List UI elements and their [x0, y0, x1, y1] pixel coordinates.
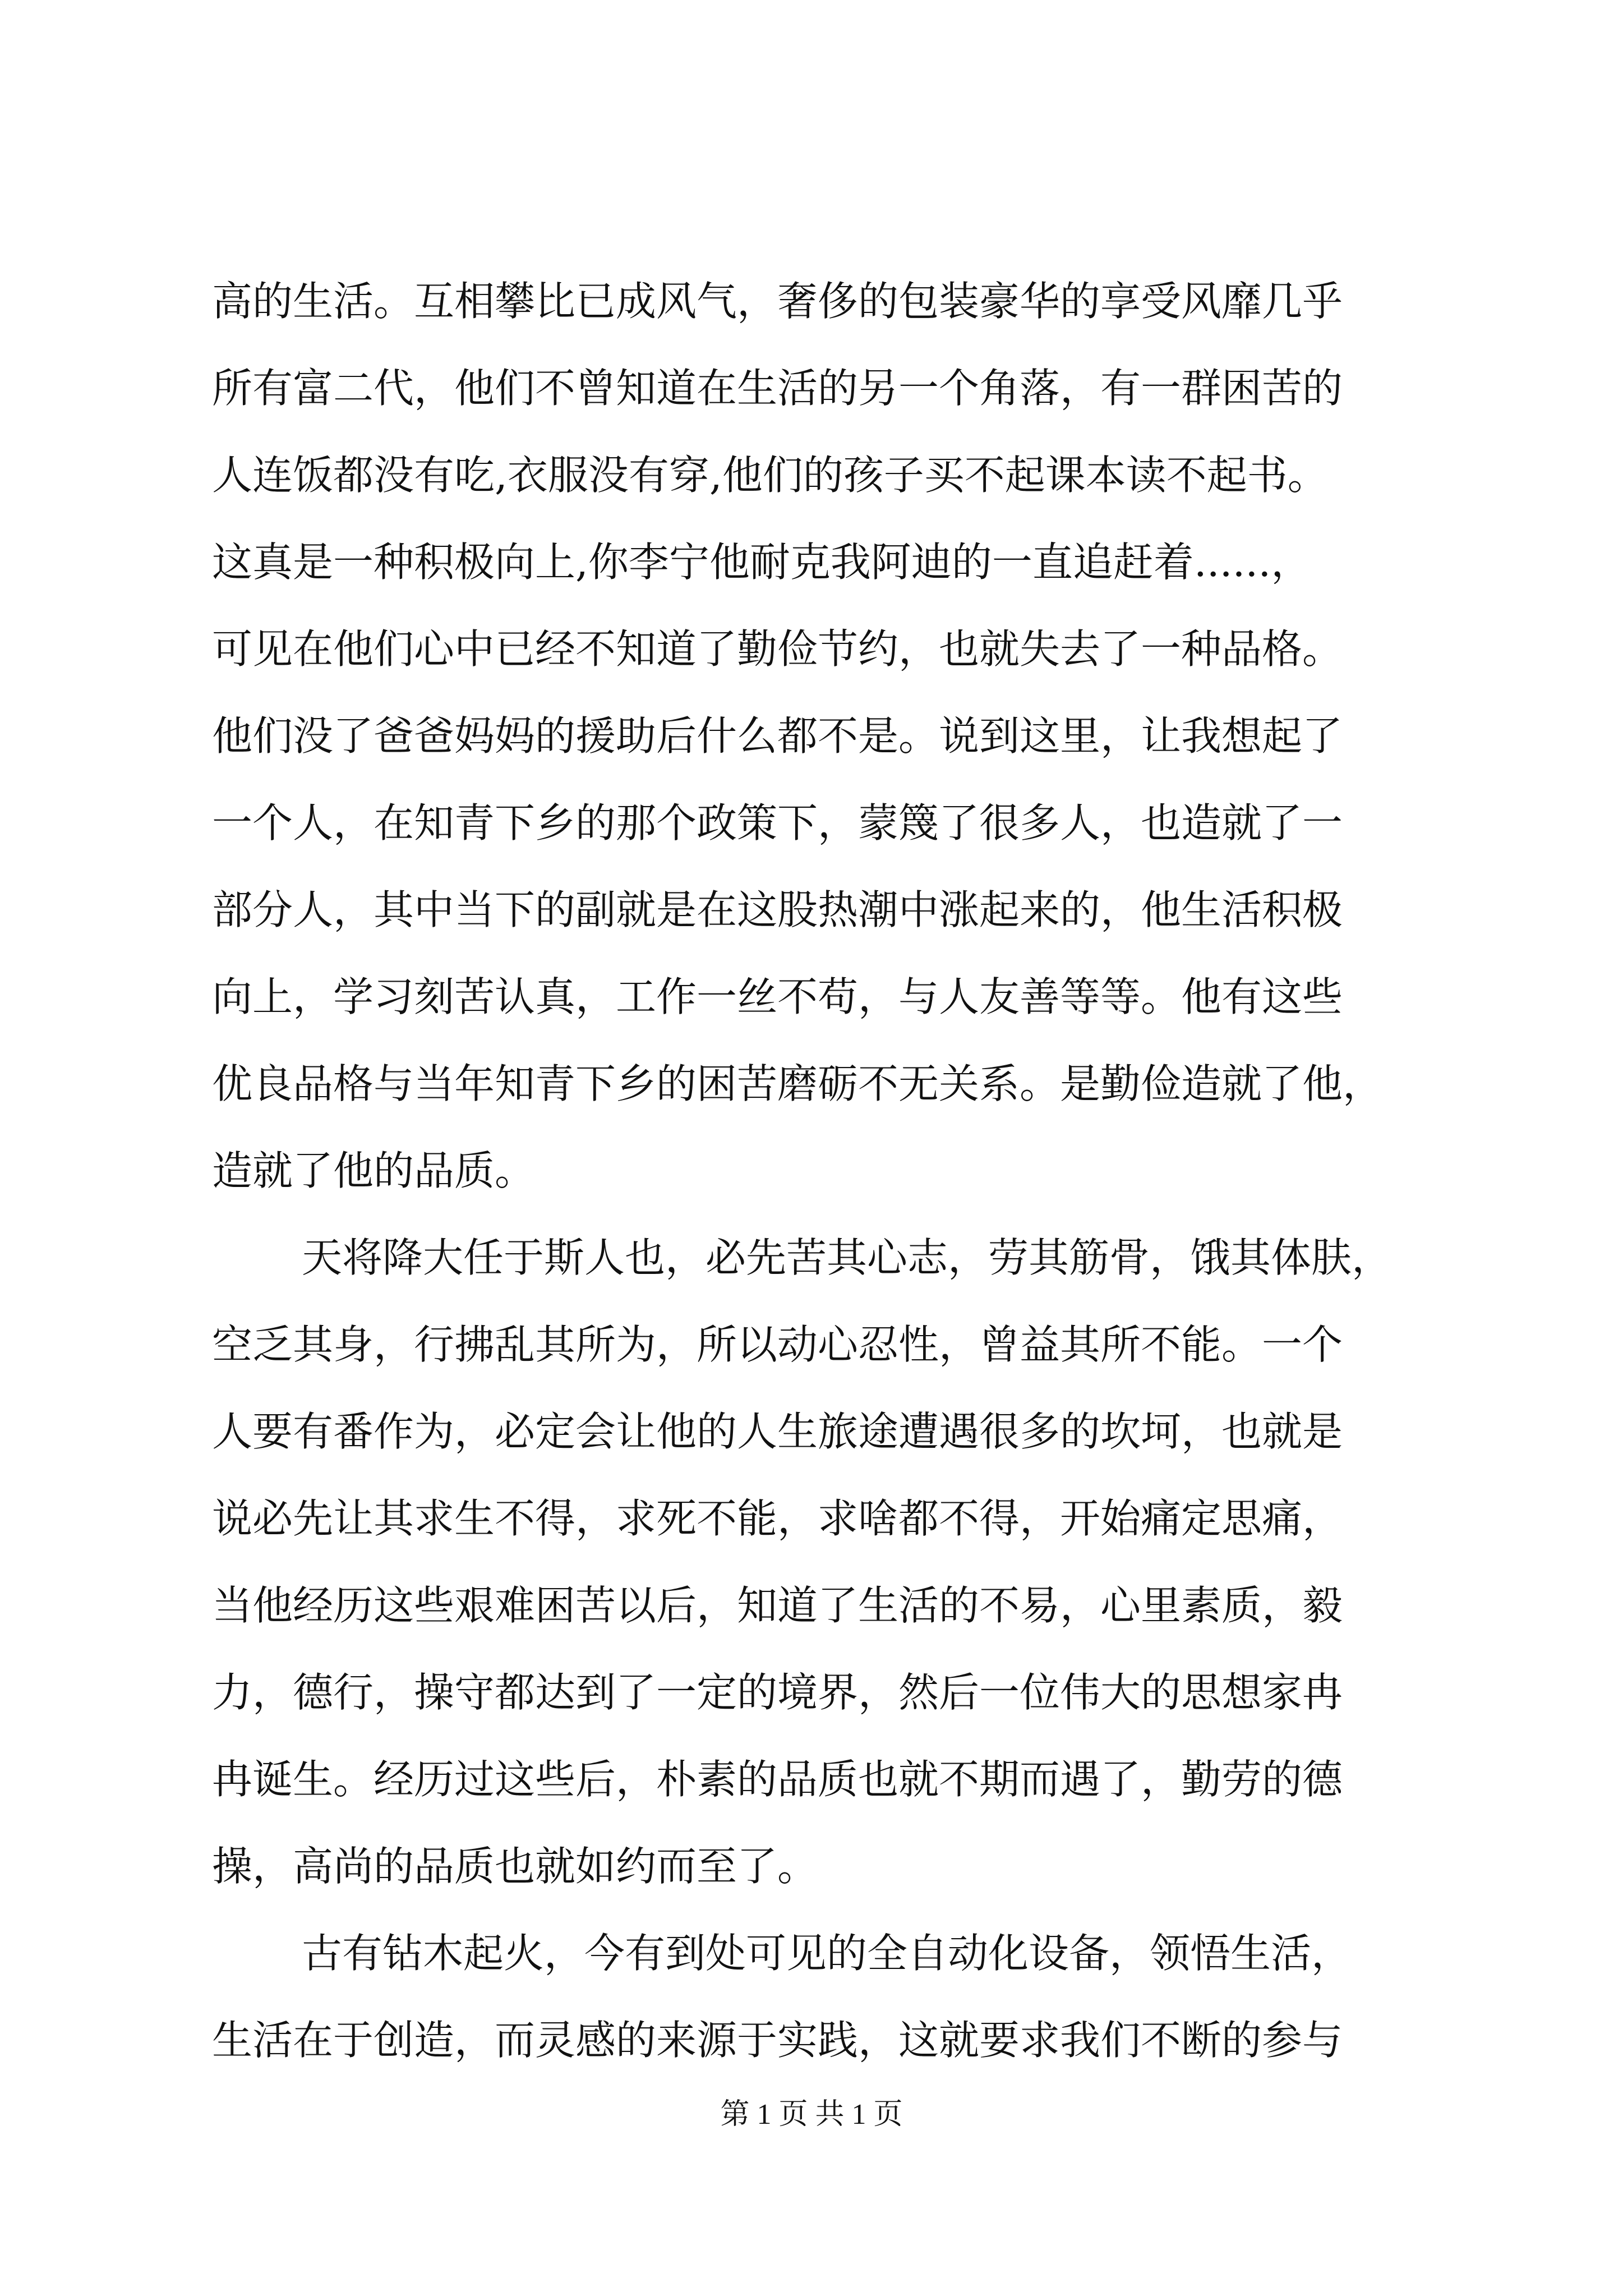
text-line: 优良品格与当年知青下乡的困苦磨砺不无关系。是勤俭造就了他， [212, 1060, 1384, 1107]
text-line: 他们没了爸爸妈妈的援助后什么都不是。说到这里，让我想起了 [212, 712, 1343, 760]
page-number-label: 第 1 页 共 1 页 [720, 2099, 903, 2131]
text-line: 力，德行，操守都达到了一定的境界，然后一位伟大的思想家冉 [212, 1669, 1343, 1716]
text-line: 操，高尚的品质也就如约而至了。 [212, 1843, 818, 1890]
text-line: 一个人，在知青下乡的那个政策下，蒙篾了很多人，也造就了一 [212, 799, 1343, 846]
text-line: 向上，学习刻苦认真，工作一丝不苟，与人友善等等。他有这些 [212, 973, 1343, 1020]
paragraph-first-line: 古有钻木起火，今有到处可见的全自动化设备，领悟生活， [302, 1930, 1352, 1977]
text-line: 可见在他们心中已经不知道了勤俭节约，也就失去了一种品格。 [212, 625, 1343, 673]
text-line: 这真是一种积极向上,你李宁他耐克我阿迪的一直追赶着......， [212, 539, 1312, 586]
text-line: 当他经历这些艰难困苦以后，知道了生活的不易，心里素质，毅 [212, 1582, 1343, 1629]
text-line: 人连饭都没有吃,衣服没有穿,他们的孩子买不起课本读不起书。 [212, 452, 1328, 499]
page-footer [0, 2095, 1623, 2134]
document-body [212, 258, 1412, 2084]
text-line: 生活在于创造，而灵感的来源于实践，这就要求我们不断的参与 [212, 2017, 1343, 2064]
text-line: 说必先让其求生不得，求死不能，求啥都不得，开始痛定思痛， [212, 1495, 1343, 1542]
text-line: 所有富二代，他们不曾知道在生活的另一个角落，有一群困苦的 [212, 365, 1343, 412]
text-line: 高的生活。互相攀比已成风气，奢侈的包装豪华的享受风靡几乎 [212, 278, 1343, 325]
text-line: 冉诞生。经历过这些后，朴素的品质也就不期而遇了，勤劳的德 [212, 1756, 1343, 1803]
text-line: 部分人，其中当下的副就是在这股热潮中涨起来的，他生活积极 [212, 886, 1343, 933]
text-line: 造就了他的品质。 [212, 1147, 536, 1194]
text-line: 空乏其身，行拂乱其所为，所以动心忍性，曾益其所不能。一个 [212, 1321, 1343, 1368]
paragraph-first-line: 天将降大任于斯人也，必先苦其心志，劳其筋骨，饿其体肤， [302, 1234, 1393, 1281]
text-line: 人要有番作为，必定会让他的人生旅途遭遇很多的坎坷，也就是 [212, 1408, 1343, 1455]
